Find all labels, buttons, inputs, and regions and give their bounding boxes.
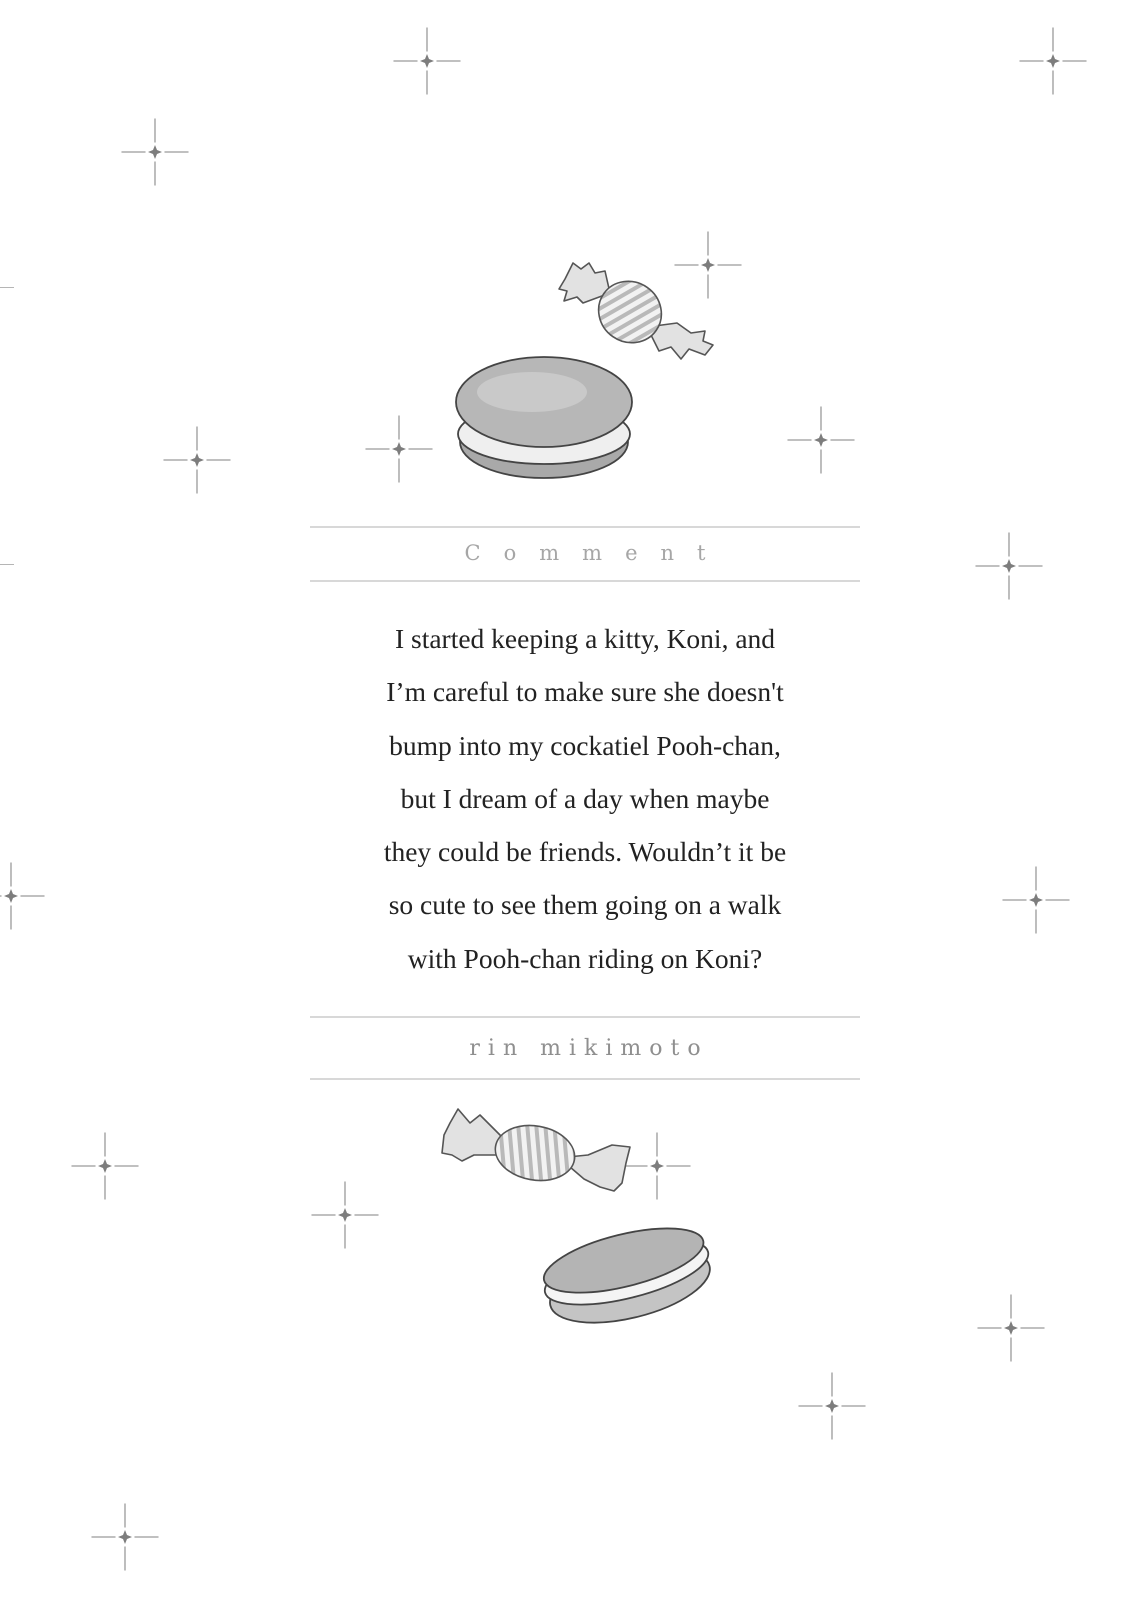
comment-line: I’m careful to make sure she doesn't <box>386 676 784 708</box>
sparkle-icon <box>974 531 1044 601</box>
comment-heading: Comment <box>464 541 729 565</box>
sparkle-icon <box>392 26 462 96</box>
edge-tick <box>0 287 14 288</box>
comment-line: they could be friends. Wouldn’t it be <box>383 836 787 868</box>
heading-bottom-rule <box>310 580 860 582</box>
author-name: rin mikimoto <box>469 1036 709 1061</box>
macaron-icon <box>452 352 642 487</box>
sparkle-icon <box>1018 26 1088 96</box>
comment-line: bump into my cockatiel Pooh-chan, <box>389 729 781 761</box>
macaron-icon <box>540 1220 720 1335</box>
sparkle-icon <box>120 117 190 187</box>
heading-top-rule <box>310 526 860 528</box>
comment-line: I started keeping a kitty, Koni, and <box>394 623 776 654</box>
sparkle-icon <box>0 861 46 931</box>
sparkle-icon <box>162 425 232 495</box>
edge-tick <box>0 564 14 565</box>
sparkle-icon <box>364 414 434 484</box>
sparkle-icon <box>310 1180 380 1250</box>
sparkle-icon <box>976 1293 1046 1363</box>
sparkle-icon <box>70 1131 140 1201</box>
comment-line: so cute to see them going on a walk <box>388 889 782 921</box>
author-bottom-rule <box>310 1078 860 1080</box>
sparkle-icon <box>90 1502 160 1572</box>
comment-line: but I dream of a day when maybe <box>400 782 770 814</box>
sparkle-icon <box>786 405 856 475</box>
sparkle-icon <box>1001 865 1071 935</box>
author-top-rule <box>310 1016 860 1018</box>
comment-line: with Pooh-chan riding on Koni? <box>407 942 763 974</box>
comment-text <box>310 612 860 985</box>
wrapped-candy-icon <box>440 1105 640 1205</box>
sparkle-icon <box>797 1371 867 1441</box>
